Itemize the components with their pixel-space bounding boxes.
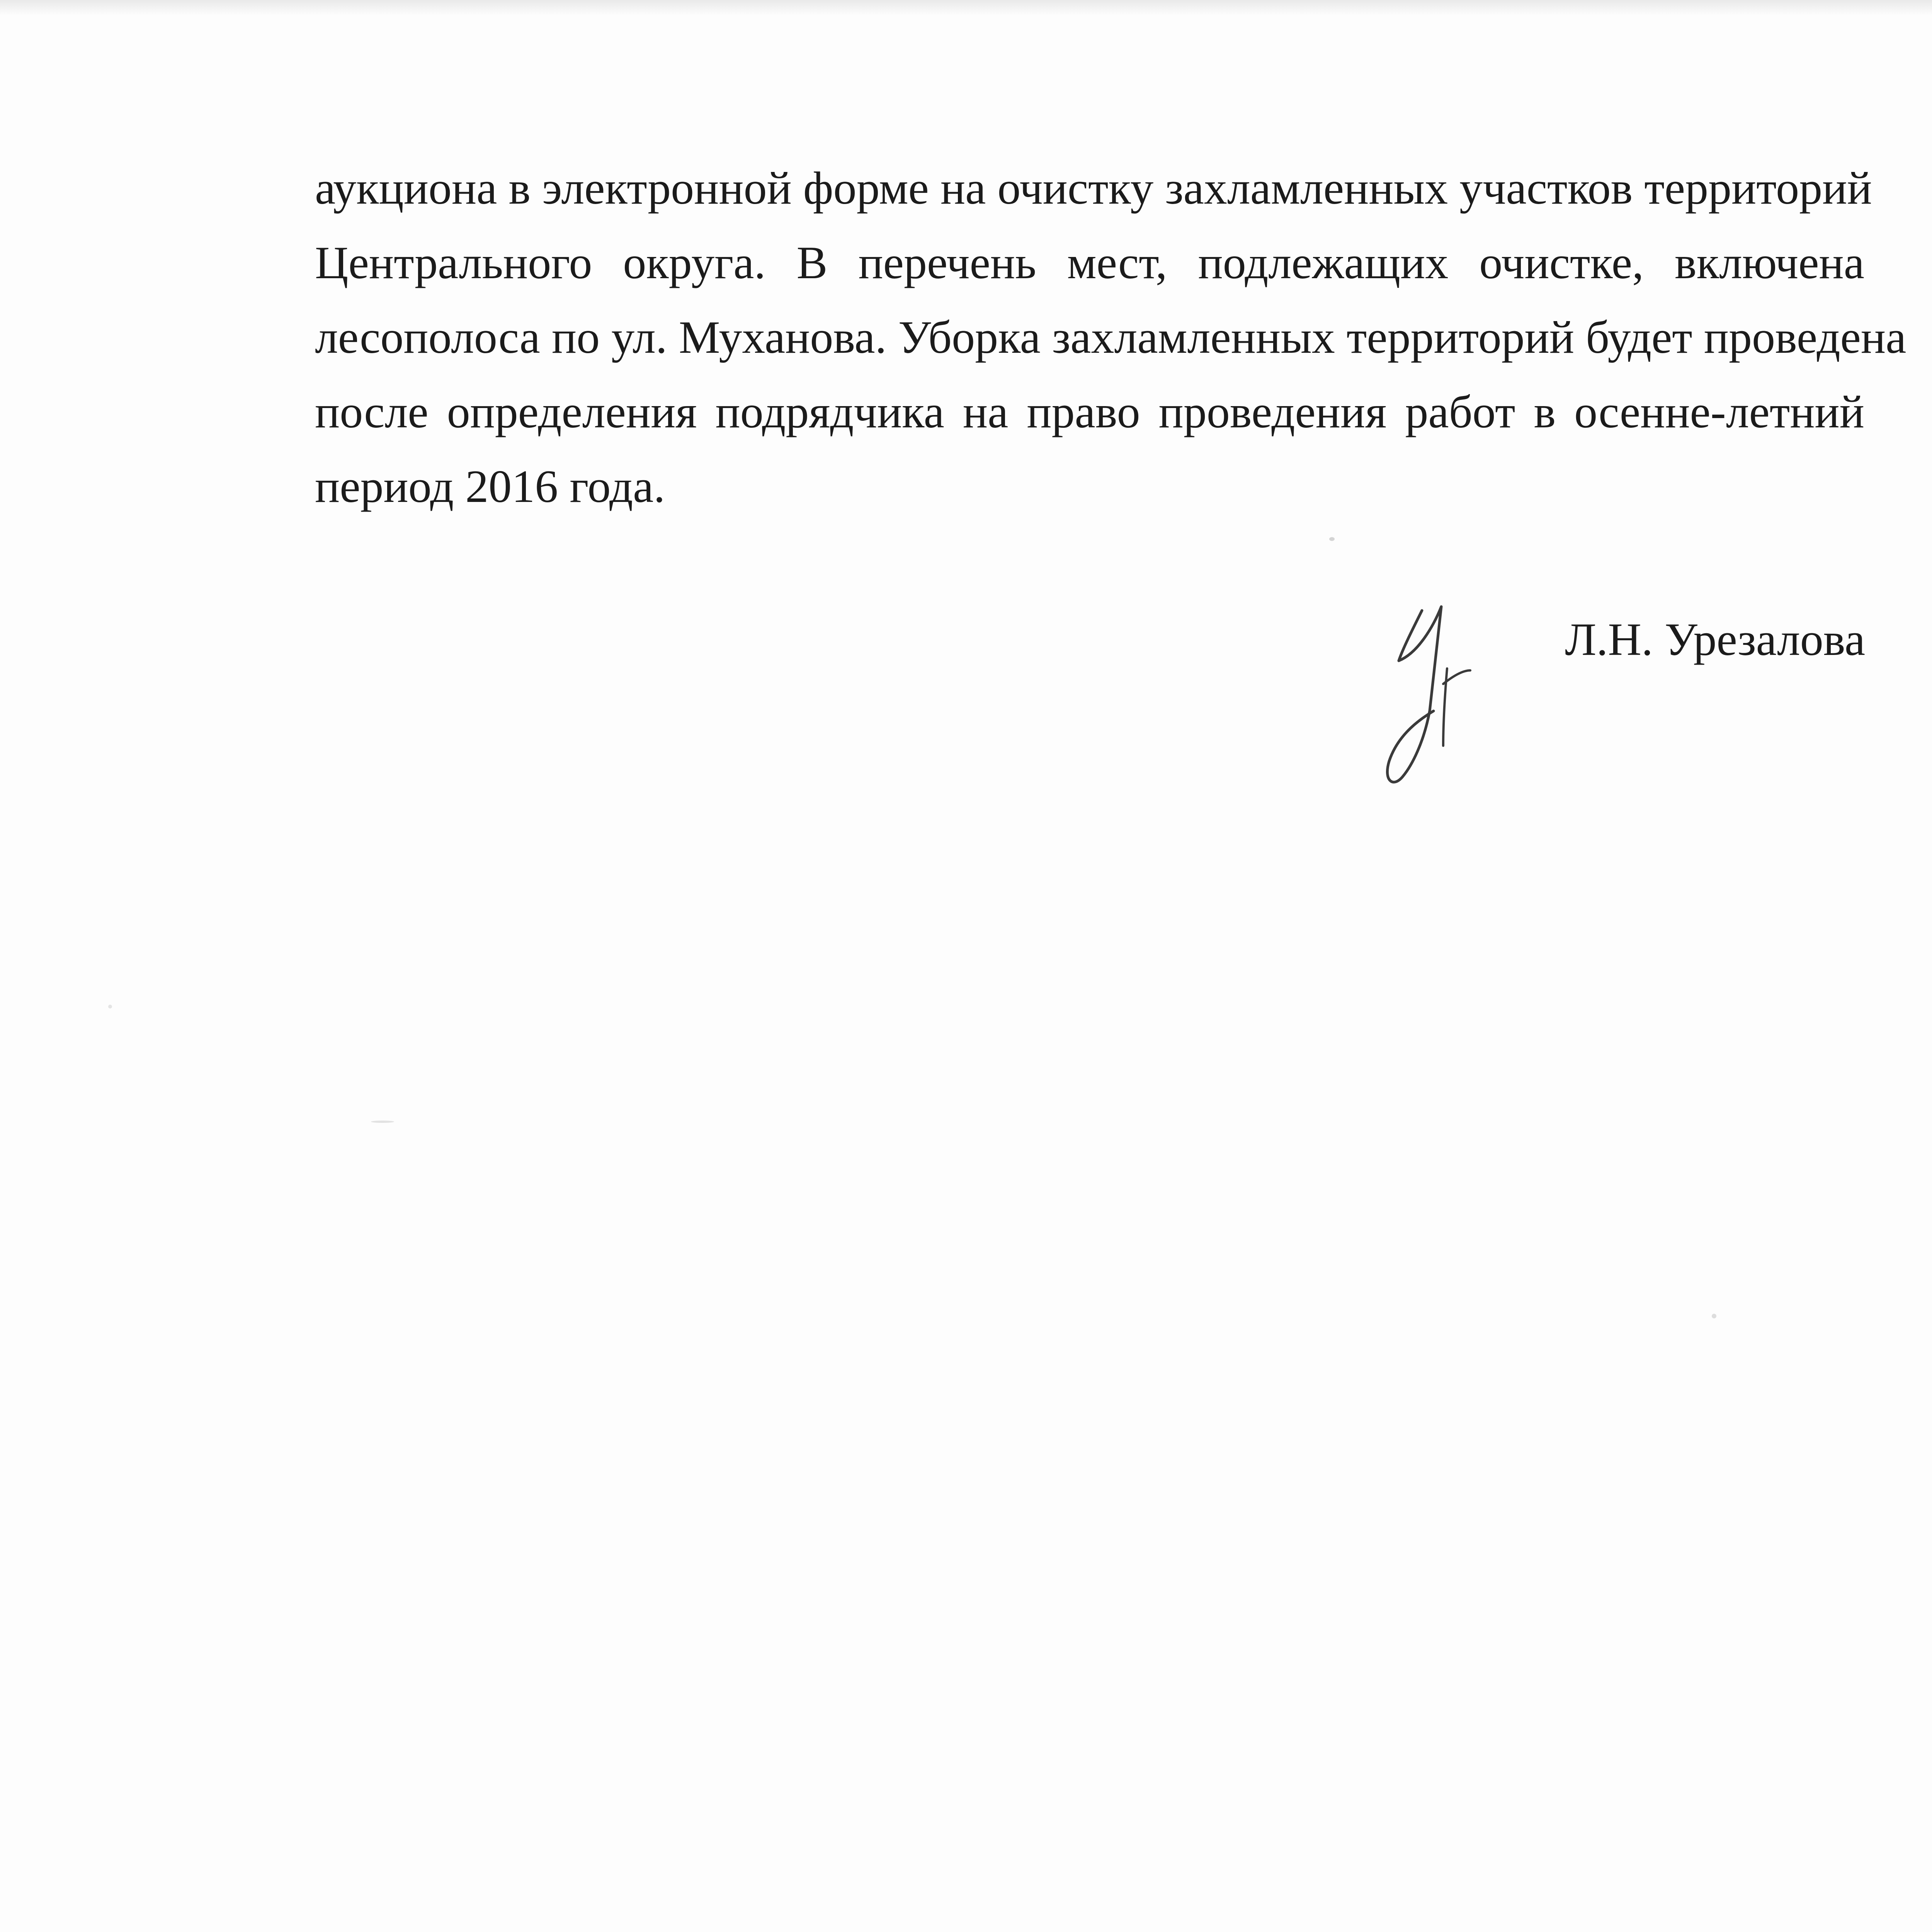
body-paragraph	[315, 151, 1906, 524]
body-line: Центрального округа. В перечень мест, подлежащих очистке, включена	[315, 237, 1864, 288]
body-line: аукциона в электронной форме на очистку захламленных участков территорий	[315, 162, 1872, 214]
scan-shadow-top	[0, 0, 1932, 15]
handwritten-signature	[1376, 595, 1499, 796]
scan-speck	[371, 1121, 394, 1123]
body-line: период 2016 года.	[315, 461, 665, 512]
scan-speck	[1712, 1314, 1716, 1318]
body-line: после определения подрядчика на право проведения работ в осенне-летний	[315, 386, 1864, 437]
signatory-name: Л.Н. Урезалова	[1565, 614, 1866, 665]
scan-speck	[108, 1005, 112, 1009]
scan-speck	[1329, 537, 1335, 541]
body-line: лесополоса по ул. Муханова. Уборка захламленных территорий будет проведена	[315, 311, 1906, 363]
